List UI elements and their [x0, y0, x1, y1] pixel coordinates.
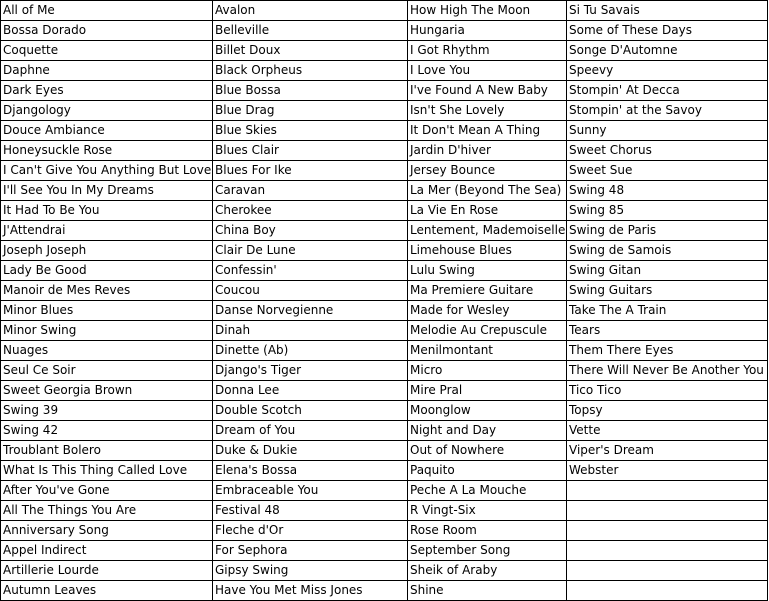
song-cell: Artillerie Lourde: [1, 561, 213, 581]
song-cell: Tico Tico: [567, 381, 768, 401]
song-cell: Festival 48: [213, 501, 408, 521]
song-cell: It Had To Be You: [1, 201, 213, 221]
song-cell: Blues For Ike: [213, 161, 408, 181]
table-row: [1, 81, 768, 101]
table-row: [1, 101, 768, 121]
song-cell: Autumn Leaves: [1, 581, 213, 601]
song-cell: Minor Swing: [1, 321, 213, 341]
table-row: [1, 21, 768, 41]
song-cell: Paquito: [408, 461, 567, 481]
song-cell: Donna Lee: [213, 381, 408, 401]
song-cell: Appel Indirect: [1, 541, 213, 561]
song-cell: Melodie Au Crepuscule: [408, 321, 567, 341]
song-cell: Manoir de Mes Reves: [1, 281, 213, 301]
table-row: [1, 241, 768, 261]
song-cell: Daphne: [1, 61, 213, 81]
song-cell: Bossa Dorado: [1, 21, 213, 41]
song-cell: Honeysuckle Rose: [1, 141, 213, 161]
song-cell: [567, 581, 768, 601]
table-row: [1, 221, 768, 241]
song-cell: All of Me: [1, 1, 213, 21]
song-cell: Peche A La Mouche: [408, 481, 567, 501]
song-cell: I Love You: [408, 61, 567, 81]
song-cell: Nuages: [1, 341, 213, 361]
song-cell: Swing 42: [1, 421, 213, 441]
song-cell: Confessin': [213, 261, 408, 281]
song-cell: Jersey Bounce: [408, 161, 567, 181]
table-row: [1, 281, 768, 301]
song-cell: Anniversary Song: [1, 521, 213, 541]
table-row: [1, 1, 768, 21]
song-cell: Them There Eyes: [567, 341, 768, 361]
song-cell: Stompin' At Decca: [567, 81, 768, 101]
song-cell: Duke & Dukie: [213, 441, 408, 461]
song-cell: Some of These Days: [567, 21, 768, 41]
song-cell: Swing 85: [567, 201, 768, 221]
song-cell: Avalon: [213, 1, 408, 21]
song-table-body: [1, 1, 768, 601]
song-cell: [567, 481, 768, 501]
table-row: [1, 201, 768, 221]
song-cell: Lentement, Mademoiselle: [408, 221, 567, 241]
table-row: [1, 561, 768, 581]
song-cell: Speevy: [567, 61, 768, 81]
song-cell: Lulu Swing: [408, 261, 567, 281]
song-cell: September Song: [408, 541, 567, 561]
table-row: [1, 321, 768, 341]
song-cell: Gipsy Swing: [213, 561, 408, 581]
table-row: [1, 501, 768, 521]
song-cell: Sunny: [567, 121, 768, 141]
song-cell: Si Tu Savais: [567, 1, 768, 21]
song-cell: For Sephora: [213, 541, 408, 561]
song-cell: Blue Bossa: [213, 81, 408, 101]
song-cell: Fleche d'Or: [213, 521, 408, 541]
song-cell: Menilmontant: [408, 341, 567, 361]
song-cell: Swing 39: [1, 401, 213, 421]
table-row: [1, 341, 768, 361]
song-cell: Dinah: [213, 321, 408, 341]
song-cell: Isn't She Lovely: [408, 101, 567, 121]
song-cell: I Can't Give You Anything But Love: [1, 161, 213, 181]
song-cell: Ma Premiere Guitare: [408, 281, 567, 301]
song-cell: Webster: [567, 461, 768, 481]
table-row: [1, 301, 768, 321]
song-cell: J'Attendrai: [1, 221, 213, 241]
song-cell: Sweet Georgia Brown: [1, 381, 213, 401]
song-cell: Out of Nowhere: [408, 441, 567, 461]
song-cell: Lady Be Good: [1, 261, 213, 281]
song-cell: Swing 48: [567, 181, 768, 201]
song-cell: Mire Pral: [408, 381, 567, 401]
song-cell: Sweet Sue: [567, 161, 768, 181]
table-row: [1, 481, 768, 501]
song-cell: [567, 521, 768, 541]
song-cell: I've Found A New Baby: [408, 81, 567, 101]
song-cell: It Don't Mean A Thing: [408, 121, 567, 141]
song-cell: What Is This Thing Called Love: [1, 461, 213, 481]
table-row: [1, 361, 768, 381]
song-cell: Danse Norvegienne: [213, 301, 408, 321]
song-cell: Songe D'Automne: [567, 41, 768, 61]
song-cell: Topsy: [567, 401, 768, 421]
song-cell: Vette: [567, 421, 768, 441]
song-cell: Embraceable You: [213, 481, 408, 501]
song-cell: Coucou: [213, 281, 408, 301]
song-cell: Limehouse Blues: [408, 241, 567, 261]
table-row: [1, 41, 768, 61]
song-cell: Troublant Bolero: [1, 441, 213, 461]
song-cell: Django's Tiger: [213, 361, 408, 381]
table-row: [1, 461, 768, 481]
song-cell: Dream of You: [213, 421, 408, 441]
table-row: [1, 441, 768, 461]
song-cell: Dark Eyes: [1, 81, 213, 101]
song-cell: R Vingt-Six: [408, 501, 567, 521]
table-row: [1, 541, 768, 561]
song-cell: Made for Wesley: [408, 301, 567, 321]
song-cell: Seul Ce Soir: [1, 361, 213, 381]
song-cell: Sheik of Araby: [408, 561, 567, 581]
table-row: [1, 521, 768, 541]
song-cell: Micro: [408, 361, 567, 381]
song-cell: Dinette (Ab): [213, 341, 408, 361]
table-row: [1, 401, 768, 421]
song-cell: Sweet Chorus: [567, 141, 768, 161]
song-cell: Have You Met Miss Jones: [213, 581, 408, 601]
song-cell: Tears: [567, 321, 768, 341]
table-row: [1, 381, 768, 401]
song-cell: Swing Guitars: [567, 281, 768, 301]
song-cell: Shine: [408, 581, 567, 601]
song-cell: Jardin D'hiver: [408, 141, 567, 161]
song-cell: [567, 501, 768, 521]
table-row: [1, 141, 768, 161]
table-row: [1, 181, 768, 201]
song-cell: Moonglow: [408, 401, 567, 421]
song-cell: Swing de Samois: [567, 241, 768, 261]
song-cell: China Boy: [213, 221, 408, 241]
song-cell: Blue Drag: [213, 101, 408, 121]
table-row: [1, 421, 768, 441]
song-cell: Swing de Paris: [567, 221, 768, 241]
song-cell: Cherokee: [213, 201, 408, 221]
song-cell: Djangology: [1, 101, 213, 121]
song-cell: Black Orpheus: [213, 61, 408, 81]
song-cell: Elena's Bossa: [213, 461, 408, 481]
song-cell: I'll See You In My Dreams: [1, 181, 213, 201]
song-cell: Minor Blues: [1, 301, 213, 321]
song-cell: There Will Never Be Another You: [567, 361, 768, 381]
song-cell: Belleville: [213, 21, 408, 41]
song-cell: Night and Day: [408, 421, 567, 441]
song-cell: Clair De Lune: [213, 241, 408, 261]
song-cell: Rose Room: [408, 521, 567, 541]
table-row: [1, 61, 768, 81]
song-cell: Swing Gitan: [567, 261, 768, 281]
song-cell: [567, 561, 768, 581]
table-row: [1, 261, 768, 281]
song-cell: Stompin' at the Savoy: [567, 101, 768, 121]
song-cell: Caravan: [213, 181, 408, 201]
song-cell: La Vie En Rose: [408, 201, 567, 221]
song-cell: I Got Rhythm: [408, 41, 567, 61]
song-cell: Viper's Dream: [567, 441, 768, 461]
song-cell: [567, 541, 768, 561]
song-cell: La Mer (Beyond The Sea): [408, 181, 567, 201]
song-cell: Coquette: [1, 41, 213, 61]
table-row: [1, 121, 768, 141]
song-cell: Joseph Joseph: [1, 241, 213, 261]
song-cell: Blues Clair: [213, 141, 408, 161]
song-cell: Take The A Train: [567, 301, 768, 321]
song-cell: Blue Skies: [213, 121, 408, 141]
song-cell: Douce Ambiance: [1, 121, 213, 141]
song-cell: Billet Doux: [213, 41, 408, 61]
table-row: [1, 161, 768, 181]
song-cell: Double Scotch: [213, 401, 408, 421]
song-cell: After You've Gone: [1, 481, 213, 501]
table-row: [1, 581, 768, 601]
song-cell: How High The Moon: [408, 1, 567, 21]
song-cell: All The Things You Are: [1, 501, 213, 521]
song-cell: Hungaria: [408, 21, 567, 41]
